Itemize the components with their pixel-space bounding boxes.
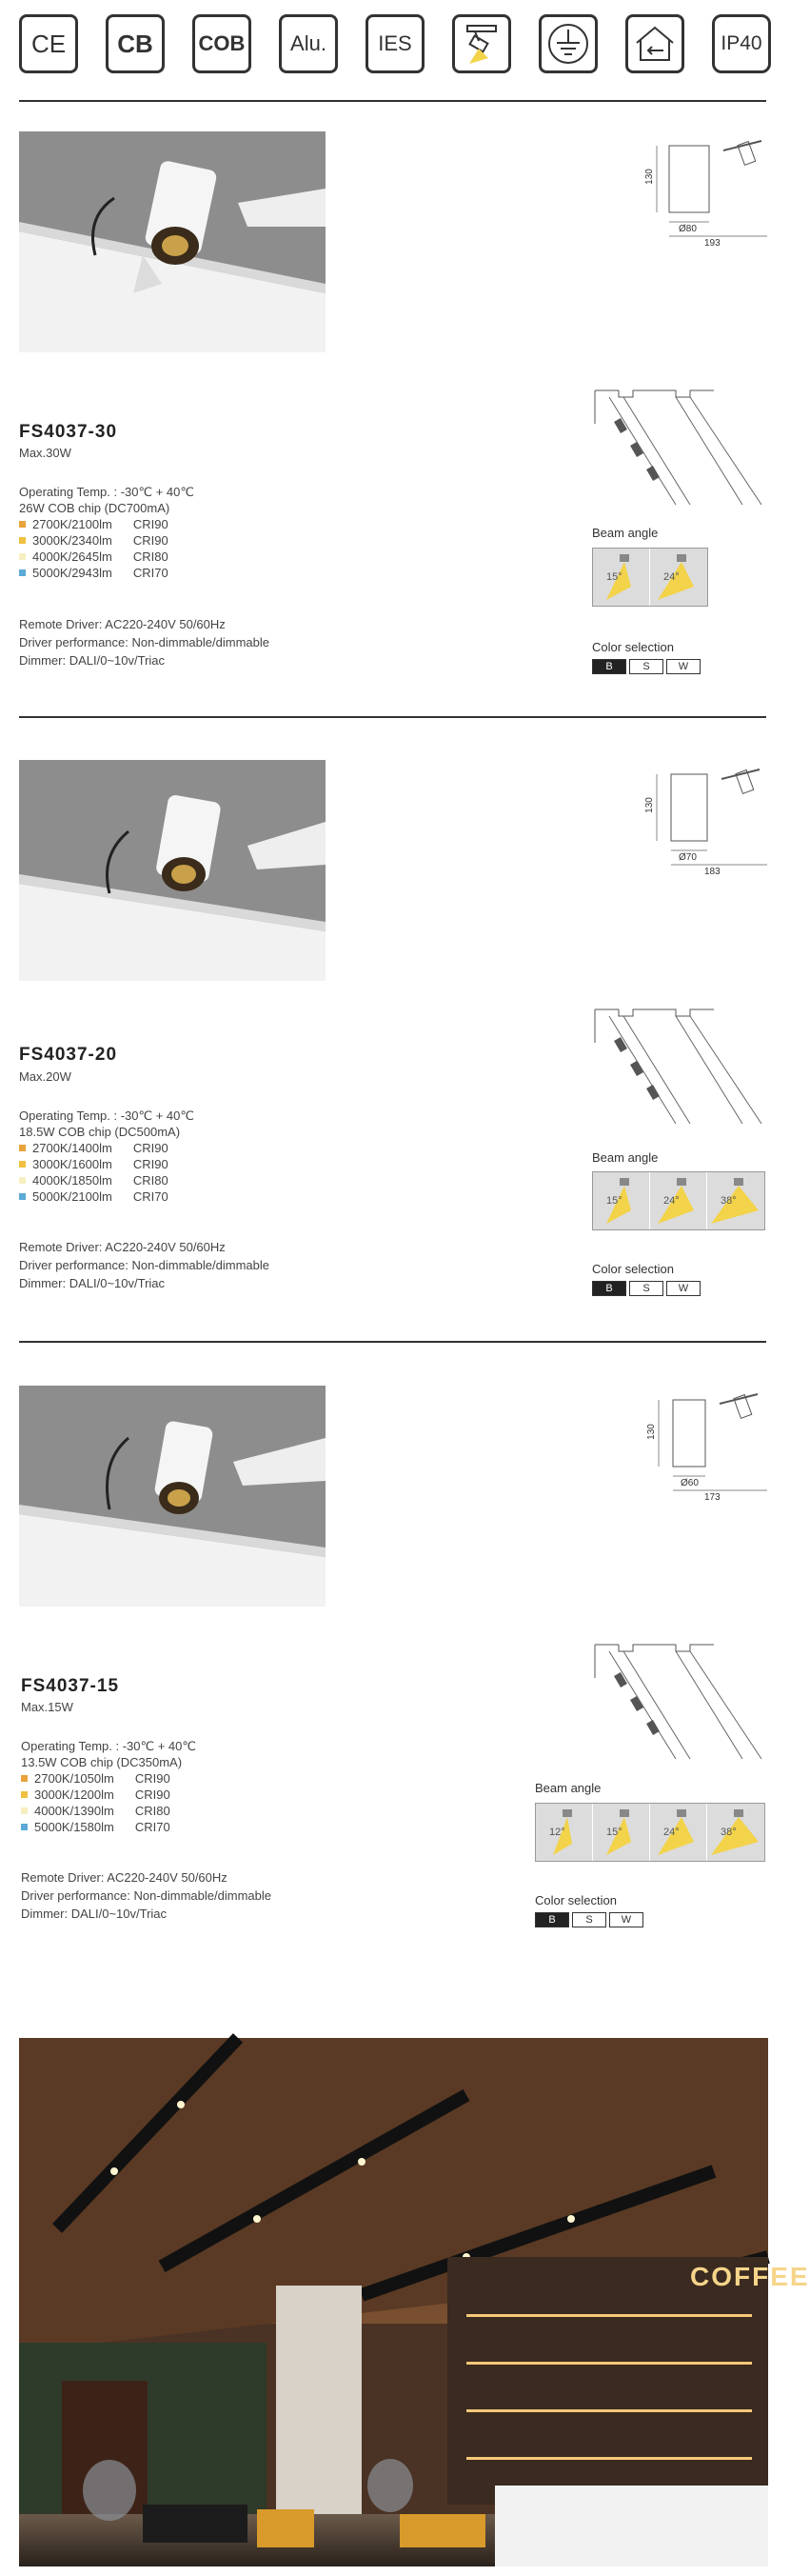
variant-row: [19, 1188, 194, 1205]
variant-text: 2700K/1050lm: [34, 1771, 114, 1786]
max-wattage: Max.20W: [19, 1069, 71, 1084]
coffee-sign: COFFEE: [690, 2262, 810, 2291]
ce-mark: CE: [19, 14, 78, 73]
track-drawing: [590, 1640, 766, 1759]
color-silver[interactable]: S: [629, 1281, 663, 1296]
beam-angle-value: 15°: [606, 571, 622, 583]
driver-performance: Driver performance: Non-dimmable/dimmable: [19, 635, 269, 649]
operating-temp: Operating Temp. : -30℃ + 40℃: [21, 1739, 196, 1753]
variant-cri: CRI90: [132, 1157, 168, 1171]
dim-length: 193: [704, 238, 721, 249]
driver-spec: Remote Driver: AC220-240V 50/60Hz: [21, 1870, 227, 1885]
variant-cri: CRI70: [132, 1189, 168, 1204]
driver-performance: Driver performance: Non-dimmable/dimmable: [21, 1888, 271, 1903]
beam-option[interactable]: [593, 549, 650, 606]
swatch-icon: [19, 1145, 26, 1151]
cob-mark: COB: [192, 14, 251, 73]
variant-cri: CRI70: [134, 1820, 170, 1834]
beam-angle-value: 38°: [721, 1195, 737, 1207]
variant-cri: CRI80: [132, 1173, 168, 1188]
color-options: [535, 1912, 643, 1927]
variant-row: [21, 1787, 196, 1803]
color-options: [592, 1281, 701, 1296]
chip-spec: 26W COB chip (DC700mA): [19, 501, 170, 515]
dimmer-spec: Dimmer: DALI/0~10v/Triac: [19, 1276, 166, 1290]
dim-diameter: Ø70: [679, 852, 697, 863]
dimmer-spec: Dimmer: DALI/0~10v/Triac: [19, 653, 166, 668]
dim-height: 130: [645, 1424, 657, 1440]
beam-angle-value: 15°: [606, 1195, 622, 1207]
driver-spec: Remote Driver: AC220-240V 50/60Hz: [19, 617, 226, 631]
beam-option[interactable]: [593, 1804, 650, 1861]
application-scene-photo: [19, 2038, 810, 2566]
indoor-icon: [625, 14, 684, 73]
variant-text: 5000K/2100lm: [32, 1189, 112, 1204]
spec-block: [19, 1108, 194, 1205]
dimension-drawing: [628, 760, 771, 889]
dimension-drawing: [628, 1381, 771, 1509]
dimension-drawing: [628, 131, 771, 260]
driver-block: [21, 1868, 271, 1923]
variant-row: [21, 1803, 196, 1819]
color-silver[interactable]: S: [629, 659, 663, 674]
beam-angle-value: 24°: [663, 1827, 680, 1838]
variant-text: 5000K/2943lm: [32, 566, 112, 580]
beam-angle-value: 12°: [549, 1827, 565, 1838]
model-name: FS4037-30: [19, 422, 118, 442]
variant-row: [19, 549, 194, 565]
max-wattage: Max.30W: [19, 446, 71, 460]
variant-row: [19, 516, 194, 532]
cb-mark: CB: [106, 14, 165, 73]
beam-option[interactable]: [707, 1172, 764, 1229]
variant-text: 3000K/2340lm: [32, 533, 112, 548]
variant-cri: CRI90: [134, 1771, 170, 1786]
ip-mark: IP40: [712, 14, 771, 73]
dim-diameter: Ø60: [681, 1478, 699, 1488]
track-drawing: [590, 1005, 766, 1124]
variant-text: 3000K/1600lm: [32, 1157, 112, 1171]
swatch-icon: [19, 553, 26, 560]
driver-spec: Remote Driver: AC220-240V 50/60Hz: [19, 1240, 226, 1254]
variant-row: [21, 1819, 196, 1835]
ground-icon: [539, 14, 598, 73]
dim-height: 130: [643, 797, 655, 813]
dimmer-spec: Dimmer: DALI/0~10v/Triac: [21, 1907, 168, 1921]
variant-cri: CRI90: [132, 517, 168, 531]
driver-block: [19, 1238, 269, 1292]
driver-block: [19, 615, 269, 669]
swatch-icon: [21, 1807, 28, 1814]
divider: [19, 1341, 766, 1343]
beam-option[interactable]: [593, 1172, 650, 1229]
color-selection-label: Color selection: [592, 640, 674, 654]
beam-angle-options: [592, 548, 708, 607]
operating-temp: Operating Temp. : -30℃ + 40℃: [19, 485, 194, 499]
beam-angle-options: [592, 1171, 765, 1230]
chip-spec: 18.5W COB chip (DC500mA): [19, 1125, 181, 1139]
spec-block: [21, 1738, 196, 1835]
ies-mark: IES: [365, 14, 425, 73]
swatch-icon: [19, 521, 26, 528]
variant-row: [19, 532, 194, 549]
color-black[interactable]: B: [592, 659, 626, 674]
beam-option[interactable]: [650, 1172, 707, 1229]
color-white[interactable]: W: [666, 1281, 701, 1296]
aluminium-mark: Alu.: [279, 14, 338, 73]
beam-angle-label: Beam angle: [592, 526, 659, 540]
color-black[interactable]: B: [535, 1912, 569, 1927]
swatch-icon: [21, 1791, 28, 1798]
beam-option[interactable]: [707, 1804, 764, 1861]
beam-option[interactable]: [650, 1804, 707, 1861]
variant-text: 3000K/1200lm: [34, 1787, 114, 1802]
product-photo: [19, 760, 326, 981]
model-name: FS4037-15: [21, 1676, 120, 1696]
variant-text: 4000K/2645lm: [32, 549, 112, 564]
variant-cri: CRI90: [132, 533, 168, 548]
swatch-icon: [19, 1177, 26, 1184]
variant-text: 2700K/1400lm: [32, 1141, 112, 1155]
color-white[interactable]: W: [666, 659, 701, 674]
divider: [19, 716, 766, 718]
divider: [19, 100, 766, 102]
variant-text: 4000K/1850lm: [32, 1173, 112, 1188]
model-name: FS4037-20: [19, 1045, 118, 1065]
track-light-icon: [452, 14, 511, 73]
variant-text: 4000K/1390lm: [34, 1804, 114, 1818]
beam-angle-value: 15°: [606, 1827, 622, 1838]
dim-diameter: Ø80: [679, 224, 697, 234]
color-options: [592, 659, 701, 674]
swatch-icon: [19, 1161, 26, 1168]
beam-option[interactable]: [536, 1804, 593, 1861]
max-wattage: Max.15W: [21, 1700, 73, 1714]
track-drawing: [590, 386, 766, 505]
beam-angle-value: 24°: [663, 571, 680, 583]
variant-cri: CRI80: [134, 1804, 170, 1818]
dim-length: 173: [704, 1492, 721, 1503]
dim-length: 183: [704, 867, 721, 877]
swatch-icon: [21, 1775, 28, 1782]
color-silver[interactable]: S: [572, 1912, 606, 1927]
variant-cri: CRI80: [132, 549, 168, 564]
dim-height: 130: [643, 169, 655, 185]
color-white[interactable]: W: [609, 1912, 643, 1927]
swatch-icon: [19, 1193, 26, 1200]
certification-row: [19, 14, 771, 81]
spec-block: [19, 484, 194, 581]
beam-angle-value: 24°: [663, 1195, 680, 1207]
variant-cri: CRI90: [132, 1141, 168, 1155]
driver-performance: Driver performance: Non-dimmable/dimmable: [19, 1258, 269, 1272]
beam-angle-label: Beam angle: [592, 1150, 659, 1165]
variant-text: 2700K/2100lm: [32, 517, 112, 531]
variant-cri: CRI90: [134, 1787, 170, 1802]
swatch-icon: [21, 1824, 28, 1830]
color-selection-label: Color selection: [535, 1893, 617, 1907]
color-black[interactable]: B: [592, 1281, 626, 1296]
variant-text: 5000K/1580lm: [34, 1820, 114, 1834]
swatch-icon: [19, 537, 26, 544]
product-photo: [19, 1386, 326, 1607]
variant-row: [19, 1172, 194, 1188]
variant-cri: CRI70: [132, 566, 168, 580]
beam-angle-options: [535, 1803, 765, 1862]
beam-angle-value: 38°: [721, 1827, 737, 1838]
chip-spec: 13.5W COB chip (DC350mA): [21, 1755, 183, 1769]
variant-row: [19, 1140, 194, 1156]
product-photo: [19, 131, 326, 352]
operating-temp: Operating Temp. : -30℃ + 40℃: [19, 1108, 194, 1123]
variant-row: [19, 1156, 194, 1172]
beam-angle-label: Beam angle: [535, 1781, 602, 1795]
variant-row: [19, 565, 194, 581]
beam-option[interactable]: [650, 549, 707, 606]
variant-row: [21, 1770, 196, 1787]
swatch-icon: [19, 569, 26, 576]
color-selection-label: Color selection: [592, 1262, 674, 1276]
